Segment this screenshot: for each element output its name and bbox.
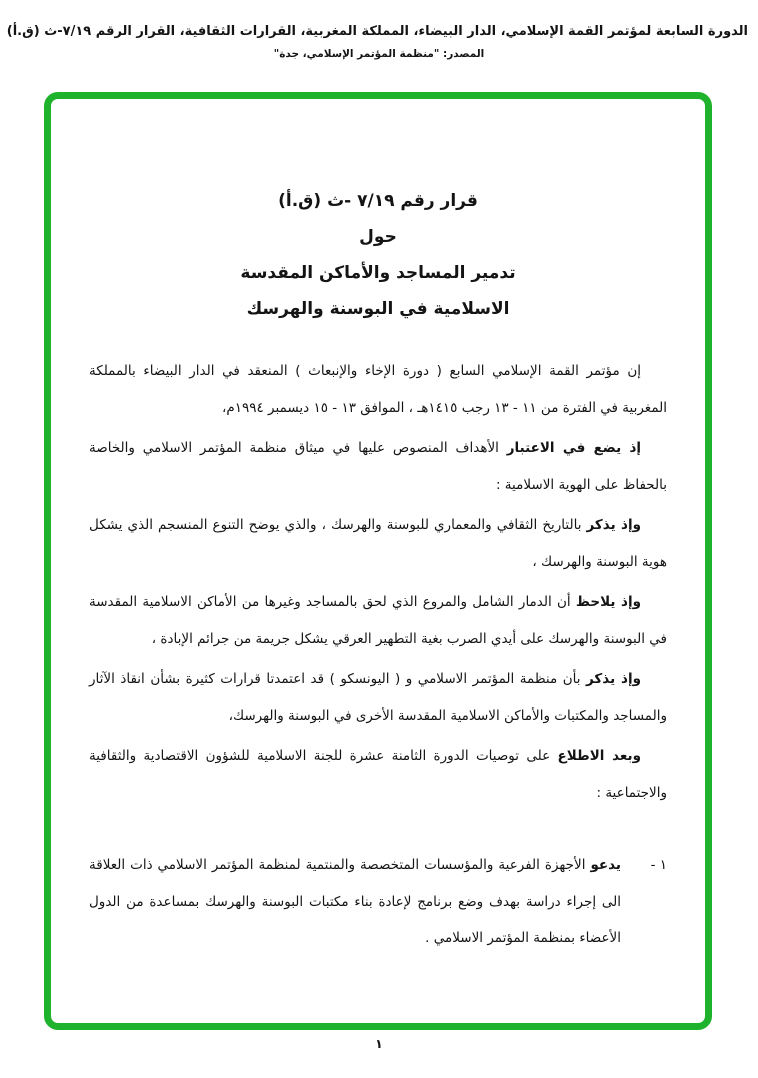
preamble-block	[89, 353, 667, 811]
preamble-paragraph	[89, 507, 667, 580]
resolution-title-about: حول	[359, 227, 397, 247]
resolution-title-block	[89, 183, 667, 327]
paragraph-lead: وبعد الاطلاع	[557, 748, 641, 764]
preamble-paragraph	[89, 430, 667, 503]
paragraph-lead: وإذ يذكر	[586, 517, 642, 533]
item-lead: يدعو	[590, 857, 621, 873]
preamble-paragraph	[89, 738, 667, 811]
paragraph-lead: وإذ يلاحظ	[575, 594, 641, 610]
operative-items-block	[89, 847, 667, 957]
paragraph-lead: وإذ يذكر	[586, 671, 641, 687]
paragraph-text: إن مؤتمر القمة الإسلامي السابع ( دورة الإخاء والإنبعاث ) المنعقد في الدار البيضاء بالمملكة المغربية في الفترة من ١١ - ١٣ رجب ١٤١٥هـ ، الموافق ١٣ - ١٥ ديسمبر ١٩٩٤م،	[89, 363, 667, 416]
resolution-title-subject-2: الاسلامية في البوسنة والهرسك	[246, 299, 510, 319]
document-header	[6, 24, 748, 60]
page-number: ١	[375, 1036, 383, 1051]
operative-item	[89, 847, 667, 957]
paragraph-text: بالتاريخ الثقافي والمعماري للبوسنة والهرسك ، والذي يوضح التنوع المنسجم الذي يشكل هوية البوسنة والهرسك ،	[89, 517, 667, 570]
item-number: ١ -	[650, 857, 667, 873]
preamble-paragraph	[89, 353, 667, 426]
item-text: الأجهزة الفرعية والمؤسسات المتخصصة والمنتمية لمنظمة المؤتمر الاسلامي ذات العلاقة الى إجراء دراسة بهدف وضع برنامج لإعادة بناء مكتبات البوسنة والهرسك بمساعدة من الدول الأعضاء بمنظمة المؤتمر الاسلامي .	[89, 857, 621, 946]
paragraph-text: الأهداف المنصوص عليها في ميثاق منظمة المؤتمر الاسلامي والخاصة بالحفاظ على الهوية الاسلامية :	[89, 440, 667, 493]
resolution-number-line: قرار رقم ٧/١٩ -ث (ق.أ)	[278, 191, 478, 211]
resolution-content	[51, 183, 705, 957]
paragraph-text: على توصيات الدورة الثامنة عشرة للجنة الاسلامية للشؤون الاقتصادية والثقافية والاجتماعية :	[89, 748, 667, 801]
paragraph-lead: إذ يضع في الاعتبار	[506, 440, 641, 456]
preamble-paragraph	[89, 661, 667, 734]
header-source-line: المصدر: "منظمة المؤتمر الإسلامي، جدة"	[273, 48, 485, 60]
paragraph-text: بأن منظمة المؤتمر الاسلامي و ( اليونسكو ) قد اعتمدتا قرارات كثيرة بشأن انقاذ الآثار والمساجد والمكتبات والأماكن الاسلامية المقدسة الأخرى في البوسنة والهرسك،	[89, 671, 667, 724]
green-border-box	[44, 92, 712, 1030]
header-citation: الدورة السابعة لمؤتمر القمة الإسلامي، الدار البيضاء، المملكة المغربية، القرارات الثقافية، القرار الرقم ٧/١٩-ث (ق.أ)	[6, 24, 748, 39]
item-text-wrap	[89, 847, 621, 957]
paragraph-text: أن الدمار الشامل والمروع الذي لحق بالمساجد وغيرها من الأماكن الاسلامية المقدسة في البوسنة والهرسك على أيدي الصرب بغية التطهير العرقي يشكل جريمة من جرائم الإبادة ،	[89, 594, 667, 647]
resolution-title-subject-1: تدمير المساجد والأماكن المقدسة	[240, 263, 516, 283]
preamble-paragraph	[89, 584, 667, 657]
